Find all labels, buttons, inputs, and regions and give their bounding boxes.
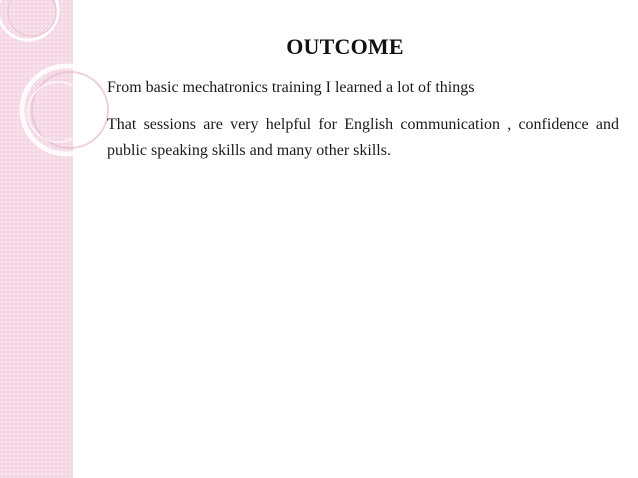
paragraph-2: That sessions are very helpful for English communication , confidence and public speaking skills and many other skills. (107, 116, 619, 159)
slide-title: OUTCOME (286, 34, 404, 59)
decorative-side-band (0, 0, 71, 478)
side-band-edge (70, 0, 73, 478)
paragraph-1: From basic mechatronics training I learned a lot of things (107, 79, 475, 96)
